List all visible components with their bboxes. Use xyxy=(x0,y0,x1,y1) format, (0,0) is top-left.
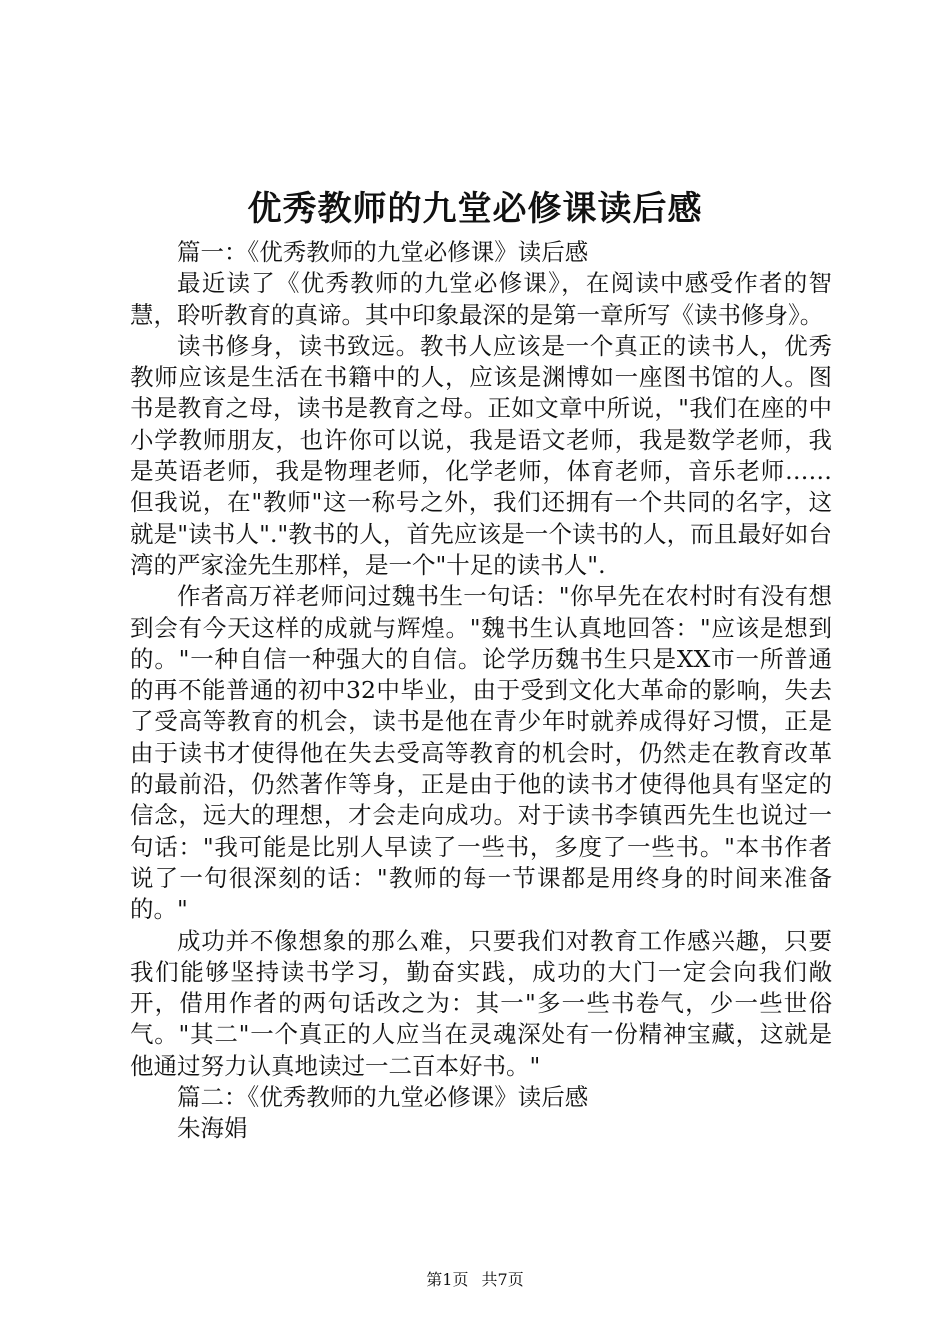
paragraph-wei-shusheng: 作者高万祥老师问过魏书生一句话："你早先在农村时有没有想到会有今天这样的成就与辉煌。"魏书生认真地回答："应该是想到的。"一种自信一种强大的自信。论学历魏书生只是XX市一所普通的再不能普通的初中32中毕业，由于受到文化大革命的影响，失去了受高等教育的机会，读书是他在青少年时就养成得好习惯，正是由于读书才使得他在失去受高等教育的机会时，仍然走在教育改革的最前沿，仍然著作等身，正是由于他的读书才使得他具有坚定的信念，远大的理想，才会走向成功。对于读书李镇西先生也说过一句话："我可能是比别人早读了一些书，多度了一些书。"本书作者说了一句很深刻的话："教师的每一节课都是用终身的时间来准备的。" xyxy=(130,582,832,924)
paragraph-intro: 最近读了《优秀教师的九堂必修课》，在阅读中感受作者的智慧，聆听教育的真谛。其中印象最深的是第一章所写《读书修身》。 xyxy=(130,269,832,329)
paragraph-success: 成功并不像想象的那么难，只要我们对教育工作感兴趣，只要我们能够坚持读书学习，勤奋实践，成功的大门一定会向我们敞开，借用作者的两句话改之为：其一"多一些书卷气，少一些世俗气。"其二"一个真正的人应当在灵魂深处有一份精神宝藏，这就是他通过努力认真地读过一二百本好书。" xyxy=(130,926,832,1080)
paragraph-reading: 读书修身，读书致远。教书人应该是一个真正的读书人，优秀教师应该是生活在书籍中的人，应该是渊博如一座图书馆的人。图书是教育之母，读书是教育之母。正如文章中所说，"我们在座的中小学教师朋友，也许你可以说，我是语文老师，我是数学老师，我是英语老师，我是物理老师，化学老师，体育老师，音乐老师……但我说，在"教师"这一称号之外，我们还拥有一个共同的名字，这就是"读书人"."教书的人，首先应该是一个读书的人，而且最好如台湾的严家淦先生那样，是一个"十足的读书人". xyxy=(130,331,832,579)
document-title: 优秀教师的九堂必修课读后感 xyxy=(247,189,703,229)
author-name: 朱海娟 xyxy=(177,1114,248,1143)
page-number: 第1页 xyxy=(426,1270,469,1289)
page-footer xyxy=(0,1270,950,1290)
section-heading-1: 篇一：《优秀教师的九堂必修课》读后感 xyxy=(177,238,589,266)
page-total: 共7页 xyxy=(481,1270,524,1289)
section-heading-2: 篇二：《优秀教师的九堂必修课》读后感 xyxy=(177,1083,589,1112)
document-body xyxy=(130,237,832,1145)
